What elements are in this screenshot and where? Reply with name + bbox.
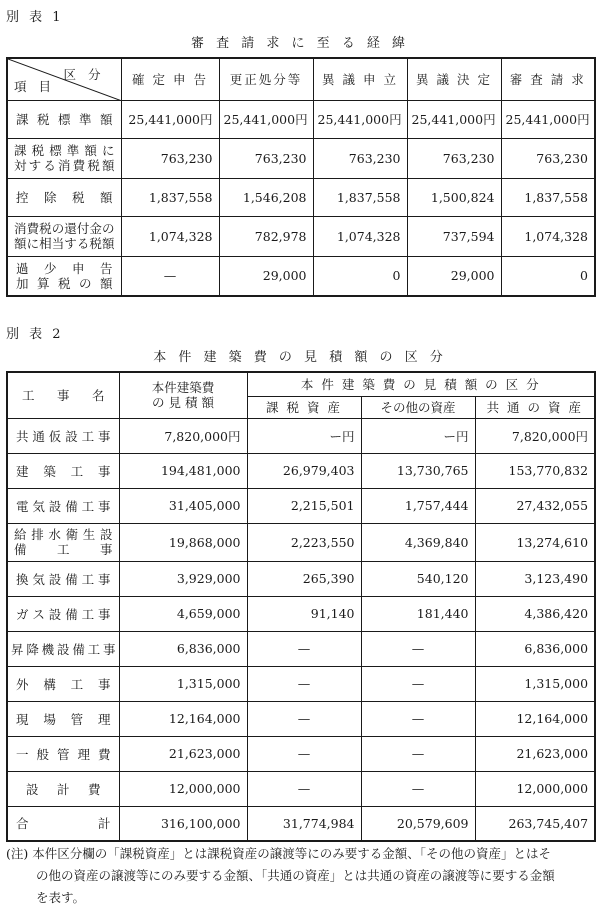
table-row [7,256,595,296]
row-label: 課税標準額 [7,100,121,138]
row-label: ガス設備工事 [7,596,119,631]
table-row [7,631,595,666]
row-label [7,256,121,296]
table-cell: 181,440 [361,596,475,631]
table-cell: 4,369,840 [361,523,475,561]
table-cell: 1,837,558 [313,178,407,216]
table-cell: 7,820,000円 [119,418,247,453]
table-cell: — [247,736,361,771]
table-cell: 12,164,000 [475,701,595,736]
table-total-row [7,806,595,841]
table-row [7,453,595,488]
appeal-history-table [6,57,596,297]
table-cell: 12,000,000 [475,771,595,806]
footnote-line: (注) 本件区分欄の「課税資産」とは課税資産の譲渡等にのみ要する金額、「その他の資産」とはそ [6,846,551,861]
table-cell: 21,623,000 [475,736,595,771]
table-cell: — [247,631,361,666]
subcolumn-header: 共 通 の 資 産 [475,396,595,418]
table-cell: 6,836,000 [475,631,595,666]
table-cell: — [247,701,361,736]
table-cell: 153,770,832 [475,453,595,488]
table-cell: ー円 [247,418,361,453]
table-cell: 540,120 [361,561,475,596]
row-label: 電気設備工事 [7,488,119,523]
table-row [7,596,595,631]
table-cell: 31,774,984 [247,806,361,841]
row-label [7,523,119,561]
table-cell: — [361,631,475,666]
table-cell: — [361,771,475,806]
table-row [7,178,595,216]
table-cell: 763,230 [313,138,407,178]
table-cell: 26,979,403 [247,453,361,488]
table-cell: 29,000 [219,256,313,296]
column-header-item: 工 事 名 [7,372,119,418]
table-cell: — [247,666,361,701]
table-cell: 1,315,000 [475,666,595,701]
table-cell: 29,000 [407,256,501,296]
column-header: 異 議 申 立 [313,58,407,100]
table-cell: 1,500,824 [407,178,501,216]
table-cell: — [361,701,475,736]
section2-title: 本 件 建 築 費 の 見 積 額 の 区 分 [153,350,447,365]
column-header-estimate-line2: の 見 積 額 [152,395,214,411]
table-row [7,701,595,736]
table-cell: 27,432,055 [475,488,595,523]
table-cell: 25,441,000円 [219,100,313,138]
table-cell: 2,215,501 [247,488,361,523]
row-label-line1: 課税標準額に [14,143,115,158]
table-cell: 1,074,328 [501,216,595,256]
table-cell: 1,546,208 [219,178,313,216]
column-header: 異 議 決 定 [407,58,501,100]
subcolumn-header: その他の資産 [361,396,475,418]
table-cell: — [361,736,475,771]
table-cell: 91,140 [247,596,361,631]
row-label: 設計費 [7,771,119,806]
table-cell: 265,390 [247,561,361,596]
table-cell: — [121,256,219,296]
footnote-line: を表す。 [36,890,86,905]
table-cell: 25,441,000円 [501,100,595,138]
table-cell: 1,074,328 [313,216,407,256]
footnote [6,843,600,907]
row-label: 建築工事 [7,453,119,488]
column-header: 更正処分等 [219,58,313,100]
table-cell: — [247,771,361,806]
row-label-line1: 過少申告 [16,260,113,276]
table-row [7,666,595,701]
table-cell: 194,481,000 [119,453,247,488]
corner-header-cell [7,58,121,100]
corner-header-division: 区分 [63,67,113,82]
table-cell: 763,230 [219,138,313,178]
column-group-header: 本 件 建 築 費 の 見 積 額 の 区 分 [247,372,595,396]
section1-title: 審 査 請 求 に 至 る 経 緯 [190,36,410,51]
subcolumn-header: 課 税 資 産 [247,396,361,418]
table-cell: 782,978 [219,216,313,256]
table-cell: 20,579,609 [361,806,475,841]
table-cell: 0 [313,256,407,296]
table-header-row [7,372,595,396]
row-label-line2: 対する消費税額 [14,158,115,173]
table-cell: 316,100,000 [119,806,247,841]
column-header: 確 定 申 告 [121,58,219,100]
table-cell: 13,274,610 [475,523,595,561]
section1-label: 別 表 1 [6,10,64,25]
table-cell: 1,074,328 [121,216,219,256]
row-label: 昇降機設備工事 [7,631,119,666]
section2-label: 別 表 2 [6,327,64,342]
row-label: 一般管理費 [7,736,119,771]
table-row [7,216,595,256]
table-cell: 1,837,558 [121,178,219,216]
table-cell: 12,164,000 [119,701,247,736]
row-label: 合計 [7,806,119,841]
table-cell: 25,441,000円 [121,100,219,138]
table-row [7,771,595,806]
table-cell: 4,659,000 [119,596,247,631]
row-label: 現場管理 [7,701,119,736]
table-cell: 737,594 [407,216,501,256]
table-cell: 25,441,000円 [407,100,501,138]
table-cell: 0 [501,256,595,296]
row-label-line1: 消費税の還付金の [14,221,115,236]
table-row [7,138,595,178]
table-header-row [7,58,595,100]
row-label [7,138,121,178]
table-cell: — [361,666,475,701]
table-cell: 12,000,000 [119,771,247,806]
table-cell: 3,123,490 [475,561,595,596]
table-cell: 7,820,000円 [475,418,595,453]
table-row [7,523,595,561]
table-cell: 1,757,444 [361,488,475,523]
corner-header-item: 項目 [14,78,64,94]
table-cell: 4,386,420 [475,596,595,631]
table-cell: 763,230 [501,138,595,178]
row-label-line2: 加算税の額 [16,275,113,291]
row-label: 共通仮設工事 [7,418,119,453]
table-cell: 2,223,550 [247,523,361,561]
table-cell: 25,441,000円 [313,100,407,138]
row-label [7,216,121,256]
column-header: 審 査 請 求 [501,58,595,100]
table-cell: 763,230 [121,138,219,178]
table-cell: 13,730,765 [361,453,475,488]
table-cell: 21,623,000 [119,736,247,771]
table-cell: 1,837,558 [501,178,595,216]
column-header-estimate-line1: 本件建築費 [151,380,215,396]
table-cell: 19,868,000 [119,523,247,561]
table-cell: 6,836,000 [119,631,247,666]
table-cell: 31,405,000 [119,488,247,523]
column-header-estimate [119,372,247,418]
row-label: 控除税額 [7,178,121,216]
table-row [7,100,595,138]
table-cell: ー円 [361,418,475,453]
table-cell: 3,929,000 [119,561,247,596]
table-row [7,488,595,523]
row-label: 外構工事 [7,666,119,701]
table-cell: 763,230 [407,138,501,178]
footnote-line: の他の資産の譲渡等にのみ要する金額、「共通の資産」とは共通の資産の譲渡等に要する金額 [36,868,555,883]
table-cell: 1,315,000 [119,666,247,701]
row-label-line1: 給排水衛生設 [14,527,113,542]
row-label-line2: 額に相当する税額 [14,236,115,251]
table-row [7,418,595,453]
table-row [7,736,595,771]
construction-cost-table [6,371,596,842]
table-cell: 263,745,407 [475,806,595,841]
row-label: 換気設備工事 [7,561,119,596]
table-row [7,561,595,596]
row-label-line2: 備工事 [14,542,113,557]
